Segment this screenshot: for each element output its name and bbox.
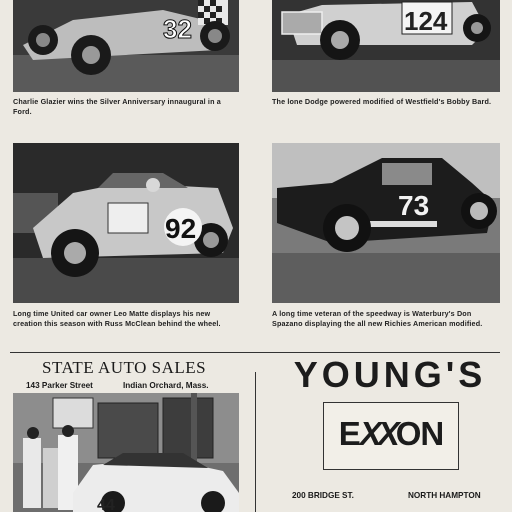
ad-column-divider — [255, 372, 256, 512]
race-car-photo-73 — [272, 143, 500, 303]
car-number-73: 73 — [398, 190, 430, 221]
ad-youngs-street: 200 BRIDGE ST. — [292, 491, 354, 500]
ad-state-auto-sales-city: Indian Orchard, Mass. — [123, 381, 209, 390]
caption-photo-3: Long time United car owner Leo Matte displays his new creation this season with Russ McClean behind the wheel. — [13, 309, 221, 328]
exxon-logo-letters-xx: XX — [359, 415, 396, 452]
race-car-photo-32 — [13, 0, 239, 92]
race-car-photo-92 — [13, 143, 239, 303]
exxon-logo-letter-e: E — [338, 415, 360, 452]
caption-photo-2: The lone Dodge powered modified of Westfield's Bobby Bard. — [272, 97, 492, 106]
caption-photo-4: A long time veteran of the speedway is Waterbury's Don Spazano displaying the all new Richies American modified. — [272, 309, 483, 328]
ad-youngs-city: NORTH HAMPTON — [408, 491, 481, 500]
exxon-logo-text — [324, 415, 458, 453]
ad-youngs-title: YOUNG'S — [293, 354, 487, 395]
ad-state-auto-sales-title: STATE AUTO SALES — [42, 358, 207, 377]
ad-state-auto-sales-street: 143 Parker Street — [26, 381, 93, 390]
ad-section-divider — [10, 352, 500, 353]
car-number-92: 92 — [165, 213, 197, 244]
car-number-44: 44 — [97, 497, 115, 512]
car-number-124: 124 — [404, 6, 448, 36]
car-number-32: 32 — [163, 14, 192, 44]
exxon-logo-letters-on: ON — [395, 415, 444, 452]
dealership-photo — [13, 393, 239, 512]
race-car-photo-124 — [272, 0, 500, 92]
caption-photo-1: Charlie Glazier wins the Silver Anniversary innaugural in a Ford. — [13, 97, 221, 116]
exxon-logo — [323, 402, 459, 470]
